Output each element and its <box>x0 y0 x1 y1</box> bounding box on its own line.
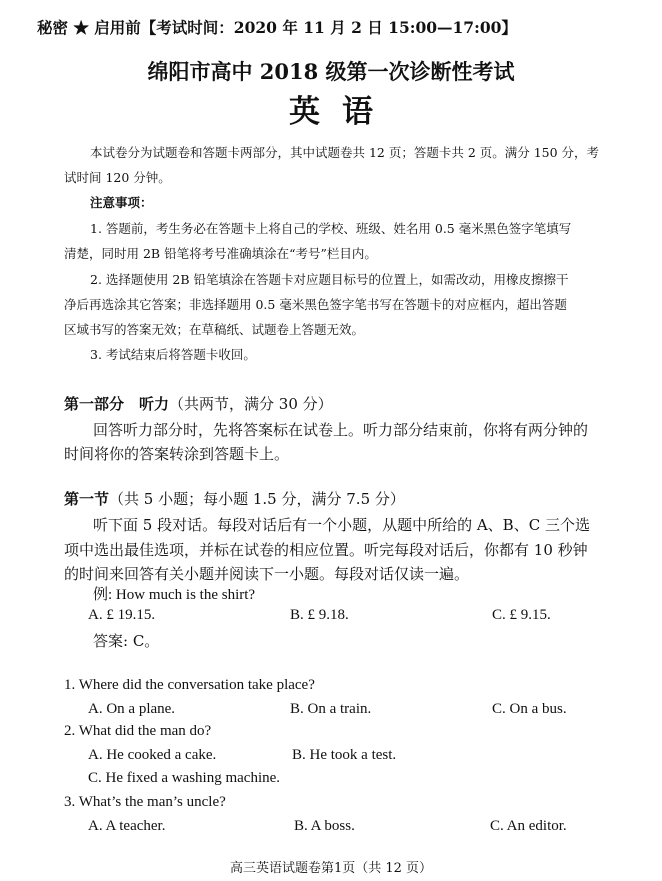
question-2-option-a: A. He cooked a cake. <box>88 747 217 763</box>
notes-heading: 注意事项： <box>90 195 153 210</box>
part1-heading-title: 第一部分 听力 <box>64 395 170 413</box>
note-item-2-line-3: 区域书写的答案无效；在草稿纸、试题卷上答题无效。 <box>64 322 365 337</box>
question-3-option-c: C. An editor. <box>490 818 567 834</box>
exam-title: 绵阳市高中 2018 级第一次诊断性考试 <box>147 59 515 84</box>
question-2-option-c: C. He fixed a washing machine. <box>88 770 281 786</box>
question-3-stem: 3. What’s the man’s uncle? <box>64 794 226 810</box>
question-3-option-a: A. A teacher. <box>88 818 166 834</box>
note-item-1-line-2: 清楚，同时用 2B 铅笔将考号准确填涂在“考号”栏目内。 <box>64 246 377 261</box>
note-item-3: 3. 考试结束后将答题卡收回。 <box>90 347 256 362</box>
question-1-stem: 1. Where did the conversation take place? <box>64 677 315 693</box>
question-1-option-b: B. On a train. <box>290 701 372 717</box>
question-1-option-a: A. On a plane. <box>88 701 176 717</box>
section1-heading <box>64 488 405 509</box>
question-1-option-c: C. On a bus. <box>492 701 567 717</box>
example-option-b: B. £ 9.18. <box>290 607 349 623</box>
example-answer: 答案: C。 <box>93 632 160 650</box>
part1-heading-score: （共两节，满分 30 分） <box>169 395 333 413</box>
page-footer: 高三英语试题卷第1页（共 12 页） <box>229 861 433 876</box>
section1-heading-score: （共 5 小题；每小题 1.5 分，满分 7.5 分） <box>109 490 405 508</box>
exam-time-line: 秘密 ★ 启用前【考试时间：2020 年 11 月 2 日 15:00—17:00】 <box>37 18 517 37</box>
example-option-a: A. £ 19.15. <box>88 607 156 623</box>
intro-line-1: 本试卷分为试题卷和答题卡两部分，其中试题卷共 12 页；答题卡共 2 页。满分 150 分，考 <box>90 145 600 160</box>
note-item-1-line-1: 1. 答题前，考生务必在答题卡上将自己的学校、班级、姓名用 0.5 毫米黑色签字笔填写 <box>90 221 572 236</box>
note-item-2-line-2: 净后再选涂其它答案；非选择题用 0.5 毫米黑色签字笔书写在答题卡的对应框内，超出答题 <box>64 297 567 312</box>
question-3-option-b: B. A boss. <box>294 818 355 834</box>
example-question: 例: How much is the shirt? <box>93 587 256 603</box>
section1-heading-title: 第一节 <box>64 490 110 508</box>
intro-line-2: 试时间 120 分钟。 <box>64 170 171 185</box>
section1-desc-line-3: 的时间来回答有关小题并阅读下一小题。每段对话仅读一遍。 <box>64 565 470 583</box>
note-item-2-line-1: 2. 选择题使用 2B 铅笔填涂在答题卡对应题目标号的位置上，如需改动，用橡皮擦擦干 <box>90 272 569 287</box>
section1-desc-line-1: 听下面 5 段对话。每段对话后有一个小题，从题中所给的 A、B、C 三个选 <box>93 516 590 534</box>
subject-title: 英语 <box>289 94 395 130</box>
section1-desc-line-2: 项中选出最佳选项，并标在试卷的相应位置。听完每段对话后，你都有 10 秒钟 <box>64 541 588 559</box>
part1-desc-line-2: 时间将你的答案转涂到答题卡上。 <box>64 445 290 463</box>
question-2-option-b: B. He took a test. <box>292 747 397 763</box>
example-option-c: C. £ 9.15. <box>492 607 551 623</box>
question-2-stem: 2. What did the man do? <box>64 723 212 739</box>
part1-heading <box>64 393 333 414</box>
part1-desc-line-1: 回答听力部分时，先将答案标在试卷上。听力部分结束前，你将有两分钟的 <box>93 421 589 439</box>
